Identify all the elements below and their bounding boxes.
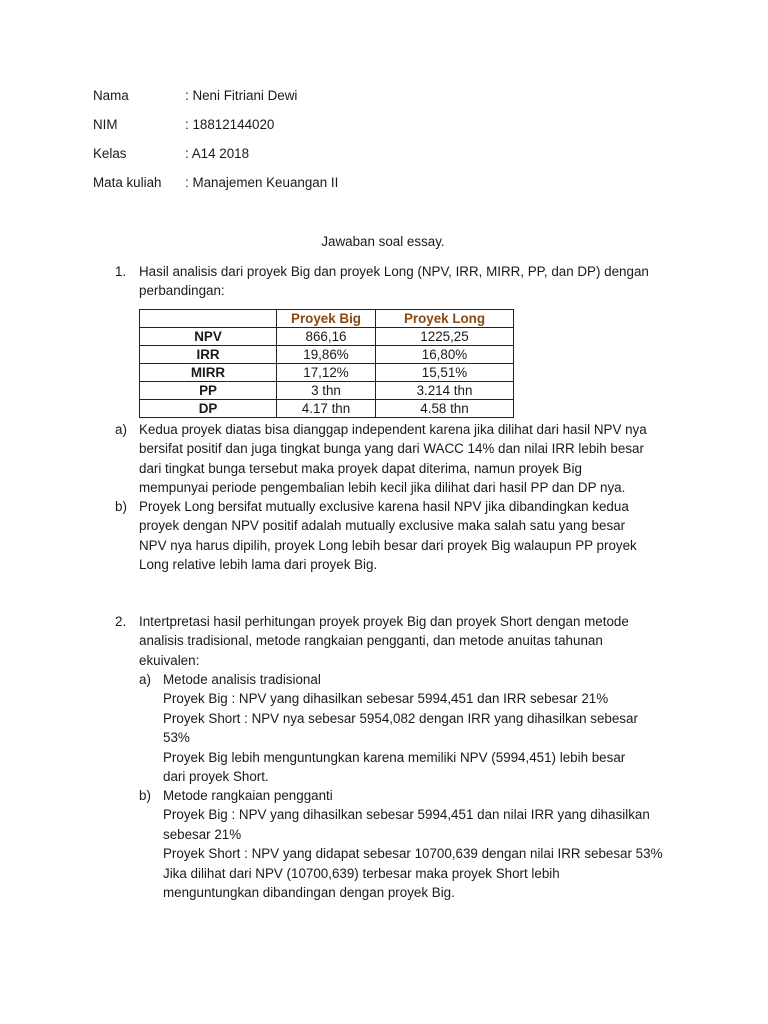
page-heading bbox=[0, 232, 768, 251]
text-line: Jika dilihat dari NPV (10700,639) terbesar maka proyek Short lebih bbox=[163, 865, 560, 881]
text-line: Proyek Long bersifat mutually exclusive karena hasil NPV jika dibandingkan kedua bbox=[139, 499, 629, 514]
info-row-nama bbox=[93, 86, 338, 115]
table-cell: 4.58 thn bbox=[376, 400, 514, 418]
sub-item-text bbox=[139, 497, 679, 575]
table-cell: 3.214 thn bbox=[376, 382, 514, 400]
question-text bbox=[139, 262, 679, 301]
text-line: 53% bbox=[163, 730, 190, 746]
info-value: : 18812144020 bbox=[185, 117, 275, 132]
text-line: menguntungkan dibandingan dengan proyek Big. bbox=[163, 885, 455, 901]
info-row-kelas bbox=[93, 144, 338, 173]
text-line: ekuivalen: bbox=[139, 652, 200, 668]
table-row bbox=[140, 346, 514, 364]
table-row-label: DP bbox=[140, 400, 277, 418]
question-number: 1. bbox=[115, 264, 127, 279]
text-line: proyek dengan NPV positif adalah mutually exclusive maka salah satu yang besar bbox=[139, 518, 626, 534]
table-row-label: IRR bbox=[140, 346, 277, 364]
sub-item-marker: b) bbox=[139, 788, 151, 803]
text-line: dari proyek Short. bbox=[163, 769, 269, 785]
table-header-cell: Proyek Big bbox=[277, 310, 376, 328]
text-line: Intertpretasi hasil perhitungan proyek proyek Big dan proyek Short dengan metode bbox=[139, 614, 629, 629]
info-label: NIM bbox=[93, 117, 118, 132]
text-line: Proyek Short : NPV yang didapat sebesar 10700,639 dengan nilai IRR sebesar 53% bbox=[163, 846, 663, 862]
text-line: analisis tradisional, metode rangkaian pengganti, dan metode anuitas tahunan bbox=[139, 633, 603, 649]
table-header-cell bbox=[140, 310, 277, 328]
table-cell: 866,16 bbox=[277, 328, 376, 346]
text-line: dari tingkat bunga tersebut maka proyek dapat diterima, namun proyek Big bbox=[139, 460, 582, 476]
table-cell: 4.17 thn bbox=[277, 400, 376, 418]
info-value: : A14 2018 bbox=[185, 146, 250, 161]
table-cell: 16,80% bbox=[376, 346, 514, 364]
sub-item-text bbox=[139, 420, 679, 498]
table-row-label: PP bbox=[140, 382, 277, 400]
table-cell: 19,86% bbox=[277, 346, 376, 364]
text-line: Metode analisis tradisional bbox=[163, 672, 321, 687]
table-row bbox=[140, 328, 514, 346]
table-cell: 15,51% bbox=[376, 364, 514, 382]
text-line: Proyek Big lebih menguntungkan karena memiliki NPV (5994,451) lebih besar bbox=[163, 749, 626, 765]
info-label: Nama bbox=[93, 88, 129, 103]
text-line: mempunyai periode pengembalian lebih kecil jika dilihat dari hasil PP dan DP nya. bbox=[139, 480, 626, 496]
table-cell: 1225,25 bbox=[376, 328, 514, 346]
table-row bbox=[140, 382, 514, 400]
sub-item-text bbox=[163, 786, 683, 902]
text-line: Metode rangkaian pengganti bbox=[163, 788, 333, 803]
sub-item-marker: b) bbox=[115, 499, 127, 514]
question-number: 2. bbox=[115, 614, 127, 629]
info-value: : Manajemen Keuangan II bbox=[185, 175, 339, 190]
info-value: : Neni Fitriani Dewi bbox=[185, 88, 298, 103]
table-cell: 3 thn bbox=[277, 382, 376, 400]
text-line: perbandingan: bbox=[139, 283, 225, 299]
sub-item-marker: a) bbox=[139, 672, 151, 687]
text-line: Proyek Big : NPV yang dihasilkan sebesar 5994,451 dan nilai IRR yang dihasilkan bbox=[163, 807, 650, 823]
sub-item-text bbox=[163, 670, 683, 786]
table-row-label: NPV bbox=[140, 328, 277, 346]
info-label: Kelas bbox=[93, 146, 127, 161]
text-line: Long relative lebih lama dari proyek Big. bbox=[139, 557, 378, 573]
student-info bbox=[93, 86, 338, 202]
sub-item-marker: a) bbox=[115, 422, 127, 437]
table-cell: 17,12% bbox=[277, 364, 376, 382]
text-line: NPV nya harus dipilih, proyek Long lebih besar dari proyek Big walaupun PP proyek bbox=[139, 537, 637, 553]
heading-text: Jawaban soal essay. bbox=[321, 234, 445, 249]
text-line: Proyek Big : NPV yang dihasilkan sebesar 5994,451 dan IRR sebesar 21% bbox=[163, 691, 609, 707]
table-header-row bbox=[140, 310, 514, 328]
table-header-cell: Proyek Long bbox=[376, 310, 514, 328]
table-row-label: MIRR bbox=[140, 364, 277, 382]
info-row-nim bbox=[93, 115, 338, 144]
text-line: Kedua proyek diatas bisa dianggap independent karena jika dilihat dari hasil NPV nya bbox=[139, 422, 647, 437]
comparison-table bbox=[139, 309, 514, 418]
question-text bbox=[139, 612, 679, 670]
text-line: Hasil analisis dari proyek Big dan proyek Long (NPV, IRR, MIRR, PP, dan DP) dengan bbox=[139, 264, 649, 279]
info-label: Mata kuliah bbox=[93, 175, 162, 190]
info-row-mata-kuliah bbox=[93, 173, 338, 202]
table-row bbox=[140, 400, 514, 418]
text-line: sebesar 21% bbox=[163, 826, 242, 842]
text-line: Proyek Short : NPV nya sebesar 5954,082 dengan IRR yang dihasilkan sebesar bbox=[163, 710, 638, 726]
text-line: bersifat positif dan juga tingkat bunga yang dari WACC 14% dan nilai IRR lebih besar bbox=[139, 441, 644, 457]
table-row bbox=[140, 364, 514, 382]
